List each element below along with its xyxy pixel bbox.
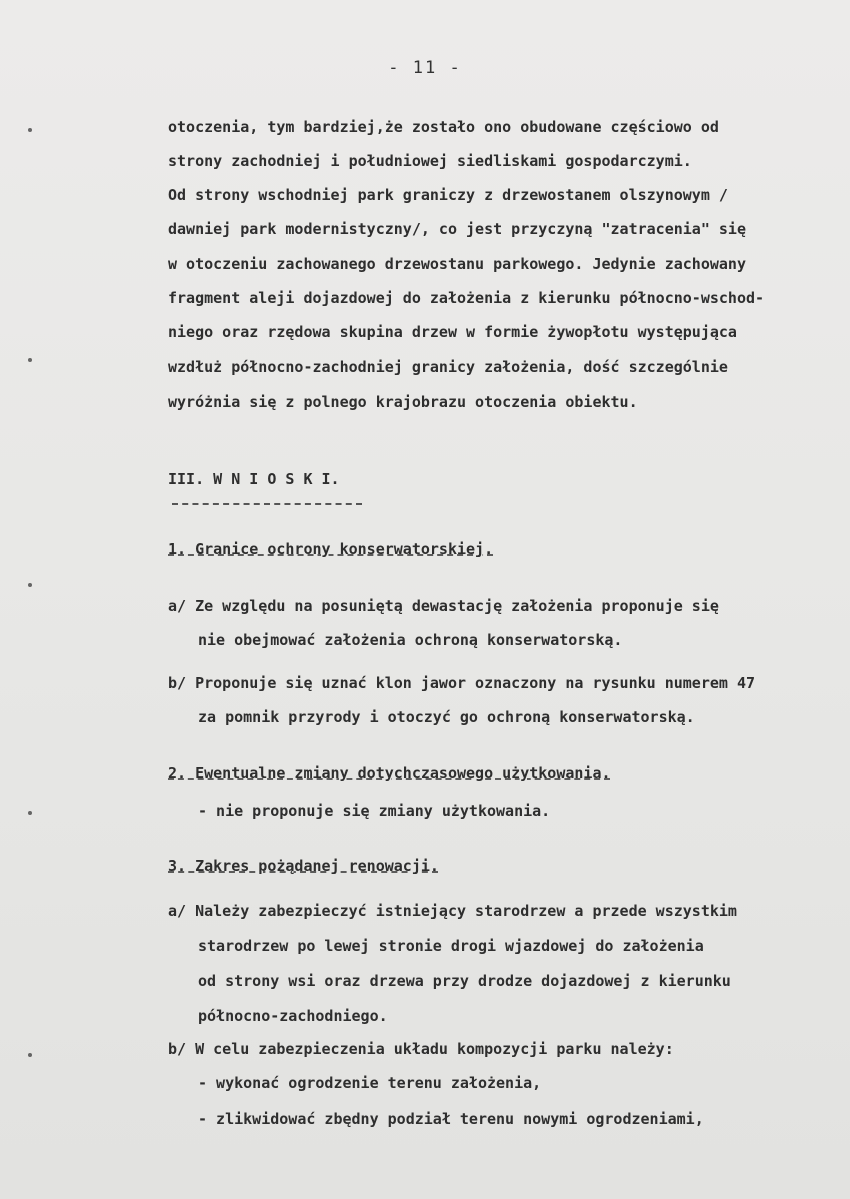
- paragraph-line: niego oraz rzędowa skupina drzew w formie żywopłotu występująca: [168, 323, 737, 341]
- punch-hole: [28, 128, 32, 132]
- list-item-continuation: od strony wsi oraz drzewa przy drodze dojazdowej z kierunku: [198, 972, 731, 990]
- subsection-title: 2. Ewentualne zmiany dotychczasowego użytkowania.: [168, 764, 611, 782]
- section-heading: III. W N I O S K I.: [168, 470, 340, 488]
- punch-hole: [28, 1053, 32, 1057]
- paragraph-line: otoczenia, tym bardziej,że zostało ono obudowane częściowo od: [168, 118, 719, 136]
- list-item-continuation: za pomnik przyrody i otoczyć go ochroną konserwatorską.: [198, 708, 695, 726]
- list-item-continuation: nie obejmować założenia ochroną konserwatorską.: [198, 631, 623, 649]
- list-item: b/ Proponuje się uznać klon jawor oznaczony na rysunku numerem 47: [168, 674, 755, 692]
- subsection-title: 3. Zakres pożądanej renowacji.: [168, 857, 439, 875]
- list-item-continuation: północno-zachodniego.: [198, 1007, 388, 1025]
- page-number: - 11 -: [388, 58, 462, 78]
- list-item: b/ W celu zabezpieczenia układu kompozycji parku należy:: [168, 1040, 674, 1058]
- paragraph-line: strony zachodniej i południowej siedliskami gospodarczymi.: [168, 152, 692, 170]
- paragraph-line: w otoczeniu zachowanego drzewostanu parkowego. Jedynie zachowany: [168, 255, 746, 273]
- list-item-continuation: - wykonać ogrodzenie terenu założenia,: [198, 1074, 542, 1092]
- heading-underline: [172, 503, 362, 505]
- paragraph-line: wzdłuż północno-zachodniej granicy założenia, dość szczególnie: [168, 358, 728, 376]
- paragraph-line: dawniej park modernistyczny/, co jest przyczyną "zatracenia" się: [168, 220, 746, 238]
- list-item: - nie proponuje się zmiany użytkowania.: [198, 802, 551, 820]
- paragraph-line: wyróżnia się z polnego krajobrazu otoczenia obiektu.: [168, 393, 638, 411]
- punch-hole: [28, 358, 32, 362]
- punch-hole: [28, 811, 32, 815]
- list-item-continuation: - zlikwidować zbędny podział terenu nowymi ogrodzeniami,: [198, 1110, 704, 1128]
- paragraph-line: fragment aleji dojazdowej do założenia z kierunku północno-wschod-: [168, 289, 765, 307]
- list-item-continuation: starodrzew po lewej stronie drogi wjazdowej do założenia: [198, 937, 704, 955]
- paragraph-line: Od strony wschodniej park graniczy z drzewostanem olszynowym /: [168, 186, 728, 204]
- punch-hole: [28, 583, 32, 587]
- subsection-title: 1. Granice ochrony konserwatorskiej.: [168, 540, 494, 558]
- list-item: a/ Należy zabezpieczyć istniejący starodrzew a przede wszystkim: [168, 902, 737, 920]
- list-item: a/ Ze względu na posuniętą dewastację założenia proponuje się: [168, 597, 719, 615]
